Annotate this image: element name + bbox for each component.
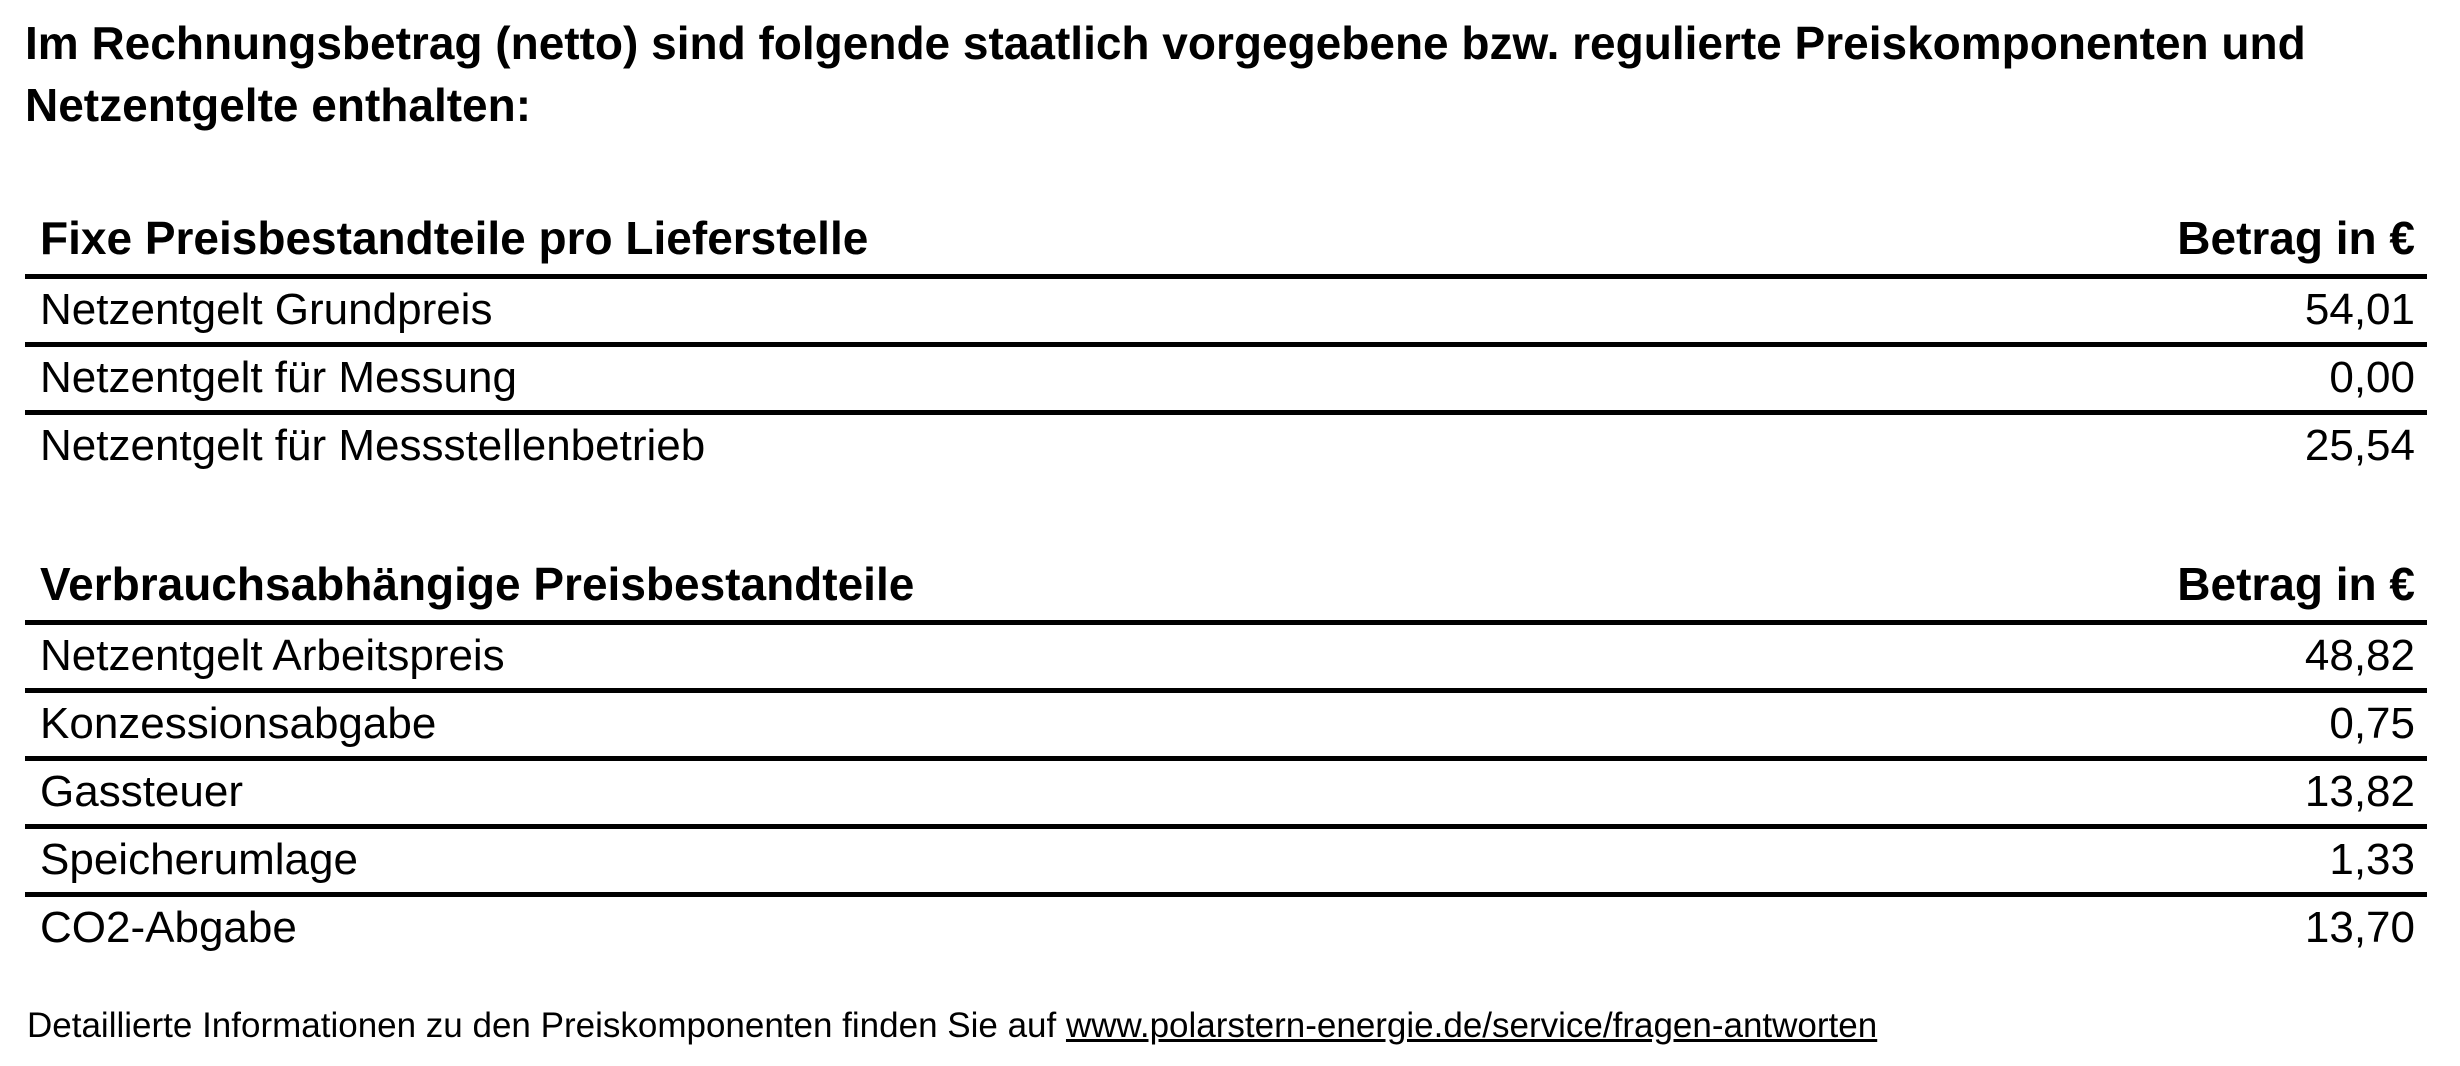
row-label: Gassteuer	[40, 767, 243, 816]
table-row	[25, 688, 2427, 756]
amount-column-header: Betrag in €	[2177, 212, 2415, 264]
table-consumption-price-components	[25, 554, 2427, 960]
row-label: Netzentgelt für Messstellenbetrieb	[40, 421, 706, 470]
row-amount: 13,70	[2304, 903, 2415, 952]
row-label: Konzessionsabgabe	[40, 699, 437, 748]
table-title: Verbrauchsabhängige Preisbestandteile	[40, 558, 915, 610]
table-row	[25, 410, 2427, 478]
table-fixed-price-components	[25, 208, 2427, 478]
row-amount: 13,82	[2304, 767, 2415, 816]
row-amount: 1,33	[2329, 835, 2415, 884]
row-amount: 48,82	[2304, 631, 2415, 680]
row-label: Netzentgelt Arbeitspreis	[40, 631, 505, 680]
footer-note	[27, 1004, 2430, 1048]
footer-link[interactable]: www.polarstern-energie.de/service/fragen-antworten	[1065, 1006, 1878, 1045]
intro-paragraph	[25, 0, 2430, 136]
table-row	[25, 342, 2427, 410]
row-amount: 0,00	[2329, 353, 2415, 402]
row-label: CO2-Abgabe	[40, 903, 297, 952]
row-label: Speicherumlage	[40, 835, 358, 884]
table-row	[25, 756, 2427, 824]
intro-line-1: Im Rechnungsbetrag (netto) sind folgende staatlich vorgegebene bzw. regulierte Preiskomponenten und	[25, 17, 2306, 69]
row-label: Netzentgelt Grundpreis	[40, 285, 493, 334]
table-row	[25, 892, 2427, 960]
table-row	[25, 824, 2427, 892]
table-row	[25, 274, 2427, 342]
footer-text: Detaillierte Informationen zu den Preiskomponenten finden Sie auf	[27, 1006, 1066, 1045]
row-label: Netzentgelt für Messung	[40, 353, 517, 402]
row-amount: 54,01	[2304, 285, 2415, 334]
table-header-row	[25, 208, 2427, 274]
table-title: Fixe Preisbestandteile pro Lieferstelle	[40, 212, 869, 264]
row-amount: 0,75	[2329, 699, 2415, 748]
amount-column-header: Betrag in €	[2177, 558, 2415, 610]
intro-line-2: Netzentgelte enthalten:	[25, 79, 532, 131]
row-amount: 25,54	[2304, 421, 2415, 470]
table-row	[25, 620, 2427, 688]
table-header-row	[25, 554, 2427, 620]
